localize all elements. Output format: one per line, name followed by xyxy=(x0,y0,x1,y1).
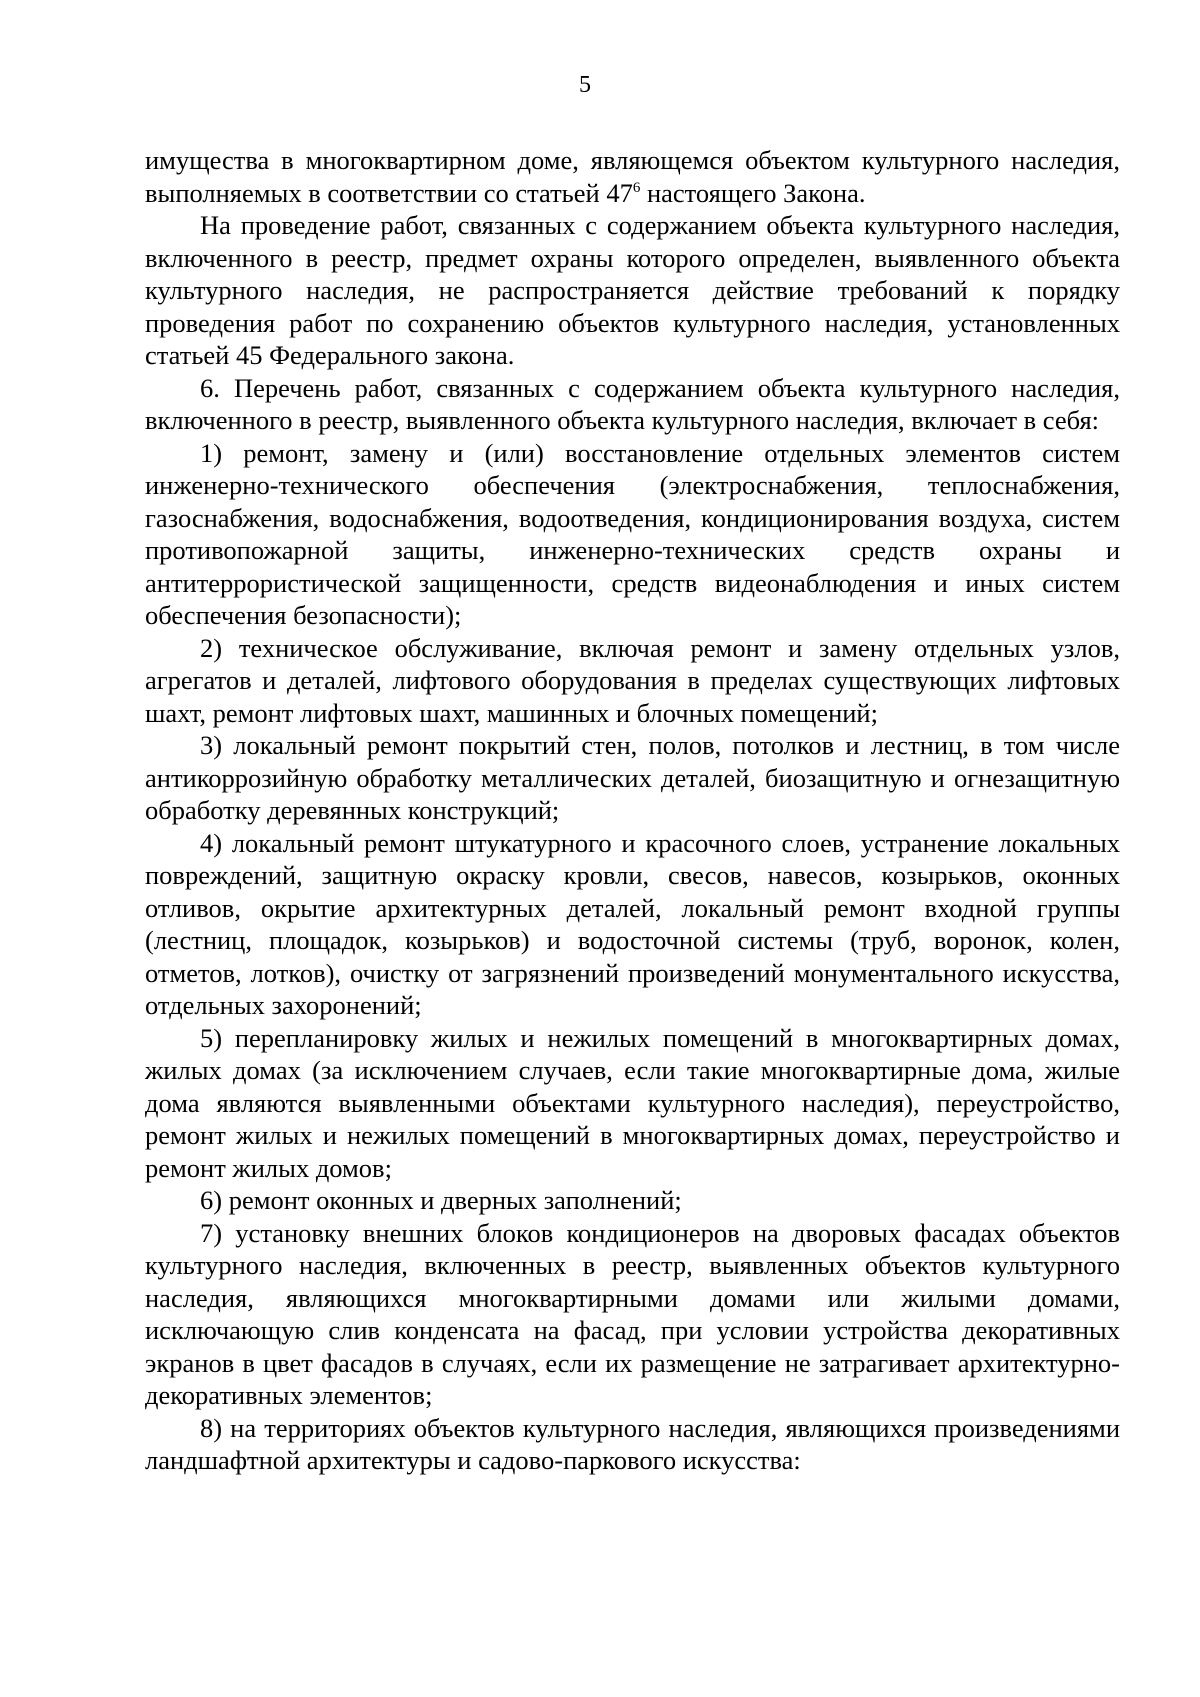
paragraph-continuation xyxy=(145,144,1120,209)
list-item-5: 5) перепланировку жилых и нежилых помещений в многоквартирных домах, жилых домах (за исключением случаев, если такие многоквартирные дома, жилые дома являются выявленными объектами культурного наследия), переустройство, ремонт жилых и нежилых помещений в многоквартирных домах, переустройство и ремонт жилых домов; xyxy=(145,1022,1120,1183)
list-item-3: 3) локальный ремонт покрытий стен, полов, потолков и лестниц, в том числе антикоррозийную обработку металлических деталей, биозащитную и огнезащитную обработку деревянных конструкций; xyxy=(145,730,1120,825)
paragraph-text: имущества в многоквартирном доме, являющемся объектом культурного наследия, выполняемых в соответствии со статьей 47 xyxy=(145,145,1120,208)
document-body xyxy=(145,144,1120,1477)
list-item-6: 6) ремонт оконных и дверных заполнений; xyxy=(200,1185,682,1215)
paragraph-requirements: На проведение работ, связанных с содержанием объекта культурного наследия, включенного в реестр, предмет охраны которого определен, выявленного объекта культурного наследия, не распространяется действие требований к порядку проведения работ по сохранению объектов культурного наследия, установленных статьей 45 Федерального закона. xyxy=(145,210,1120,370)
list-item-8: 8) на территориях объектов культурного наследия, являющихся произведениями ландшафтной архитектуры и садово-паркового искусства: xyxy=(145,1412,1120,1475)
list-item-2: 2) техническое обслуживание, включая ремонт и замену отдельных узлов, агрегатов и деталей, лифтового оборудования в пределах существующих лифтовых шахт, ремонт лифтовых шахт, машинных и блочных помещений; xyxy=(145,632,1120,728)
page-number: 5 xyxy=(579,72,591,98)
paragraph-item-6: 6. Перечень работ, связанных с содержанием объекта культурного наследия, включенного в реестр, выявленного объекта культурного наследия, включает в себя: xyxy=(145,372,1120,435)
paragraph-text-end: настоящего Закона. xyxy=(640,177,866,208)
list-item-1: 1) ремонт, замену и (или) восстановление отдельных элементов систем инженерно-технического обеспечения (электроснабжения, теплоснабжения, газоснабжения, водоснабжения, водоотведения, кондиционирования воздуха, систем противопожарной защиты, инженерно-технических средств охраны и антитеррористической защищенности, средств видеонаблюдения и иных систем обеспечения безопасности); xyxy=(145,437,1120,630)
list-item-7: 7) установку внешних блоков кондиционеров на дворовых фасадах объектов культурного наследия, включенных в реестр, выявленных объектов культурного наследия, являющихся многоквартирными домами или жилыми домами, исключающую слив конденсата на фасад, при условии устройства декоративных экранов в цвет фасадов в случаях, если их размещение не затрагивает архитектурно-декоративных элементов; xyxy=(145,1217,1120,1410)
article-superscript: 6 xyxy=(632,179,641,196)
list-item-4: 4) локальный ремонт штукатурного и красочного слоев, устранение локальных повреждений, защитную окраску кровли, свесов, навесов, козырьков, оконных отливов, окрытие архитектурных деталей, локальный ремонт входной группы (лестниц, площадок, козырьков) и водосточной системы (труб, воронок, колен, отметов, лотков), очистку от загрязнений произведений монументального искусства, отдельных захоронений; xyxy=(145,827,1120,1020)
